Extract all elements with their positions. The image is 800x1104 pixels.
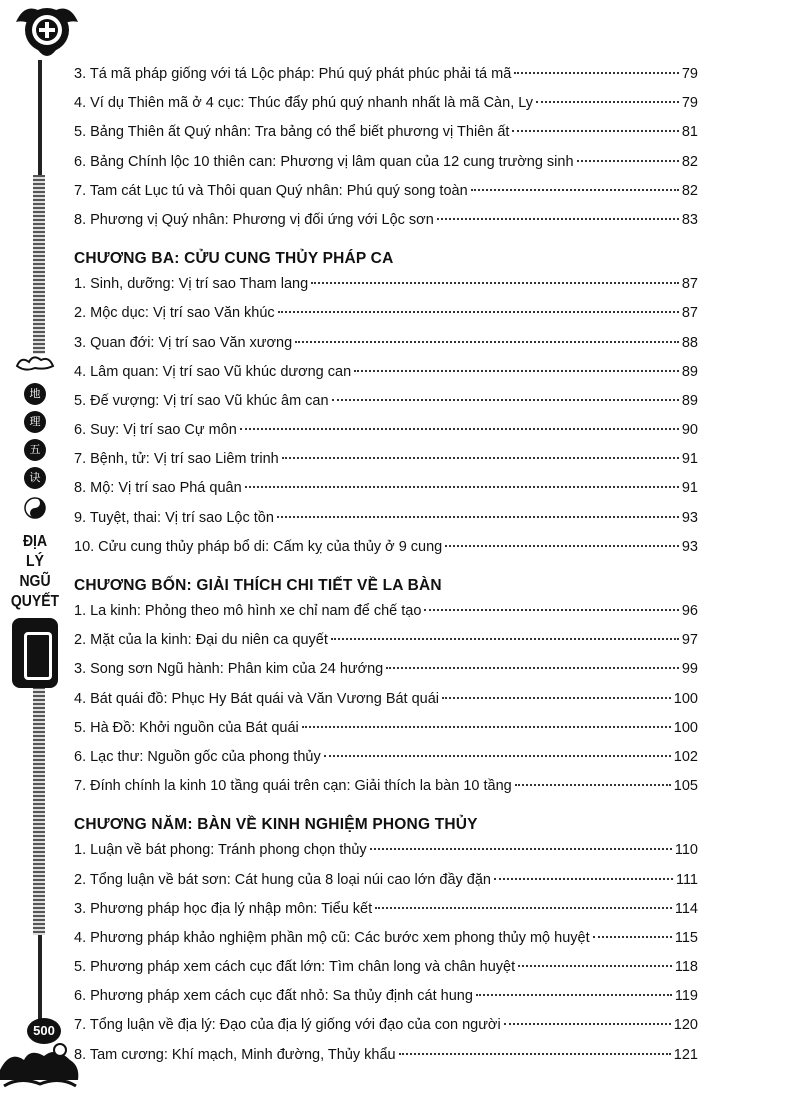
title-glyph-2: 理 — [24, 411, 46, 433]
dot-leader — [399, 1053, 671, 1055]
title-word-4: QUYẾT — [10, 590, 60, 610]
toc-entry-title: 3. Song sơn Ngũ hành: Phân kim của 24 hướng — [74, 661, 384, 678]
dot-leader — [302, 726, 671, 728]
toc-entry-title: 5. Phương pháp xem cách cục đất lớn: Tìm chân long và chân huyệt — [74, 959, 516, 976]
toc-entry-page: 115 — [674, 929, 698, 946]
toc-entry[interactable] — [74, 778, 698, 807]
toc-entry-title: 3. Phương pháp học địa lý nhập môn: Tiểu kết — [74, 900, 373, 917]
toc-entry-title: 4. Bát quái đồ: Phục Hy Bát quái và Văn Vương Bát quái — [74, 690, 440, 707]
title-word-1: ĐỊA — [22, 530, 48, 550]
toc-entry-title: 8. Tam cương: Khí mạch, Minh đường, Thủy khẩu — [74, 1046, 396, 1063]
toc-entry-title: 4. Phương pháp khảo nghiệm phần mộ cũ: Các bước xem phong thủy mộ huyệt — [74, 929, 590, 946]
toc-entry-page: 93 — [681, 538, 698, 555]
toc-entry[interactable] — [74, 124, 698, 153]
toc-entry-title: 5. Đế vượng: Vị trí sao Vũ khúc âm can — [74, 392, 329, 409]
toc-entry-page: 93 — [681, 509, 698, 526]
dot-leader — [442, 697, 671, 699]
toc-entry-page: 82 — [681, 153, 698, 170]
toc-entry-page: 96 — [681, 603, 698, 619]
toc-entry-title: 2. Mặt của la kinh: Đại du niên ca quyết — [74, 632, 328, 649]
dot-leader — [494, 878, 673, 880]
toc-entry[interactable] — [74, 959, 698, 988]
toc-entry-page: 90 — [681, 422, 698, 439]
toc-entry[interactable] — [74, 539, 698, 568]
dot-leader — [515, 784, 671, 786]
title-glyph-3: 五 — [24, 439, 46, 461]
toc-entry-page: 102 — [673, 748, 698, 765]
dot-leader — [375, 907, 672, 909]
dot-leader — [331, 638, 679, 640]
toc-entry-title: 7. Tam cát Lục tú và Thôi quan Quý nhân: Phú quý song toàn — [74, 182, 468, 199]
toc-entry-title: 5. Bảng Thiên ất Quý nhân: Tra bảng có thể biết phương vị Thiên ất — [74, 124, 510, 141]
toc-entry[interactable] — [74, 422, 698, 451]
toc-entry-title: 9. Tuyệt, thai: Vị trí sao Lộc tồn — [74, 509, 274, 526]
dot-leader — [282, 457, 679, 459]
toc-entry[interactable] — [74, 480, 698, 509]
toc-entry-page: 100 — [673, 719, 698, 736]
toc-entry-page: 119 — [674, 988, 698, 1005]
title-word-3: NGŨ — [19, 570, 51, 590]
toc-entry[interactable] — [74, 691, 698, 720]
dot-leader — [471, 189, 679, 191]
dot-leader — [295, 341, 679, 343]
toc-entry[interactable] — [74, 720, 698, 749]
dot-leader — [311, 282, 679, 284]
toc-entry[interactable] — [74, 988, 698, 1017]
toc-entry-page: 111 — [675, 871, 698, 888]
toc-entry-page: 91 — [681, 480, 698, 497]
toc-entry-page: 82 — [681, 182, 698, 199]
toc-entry-title: 1. La kinh: Phỏng theo mô hình xe chỉ nam để chế tạo — [74, 603, 422, 619]
toc-entry-title: 3. Quan đới: Vị trí sao Văn xương — [74, 334, 293, 351]
toc-entry-page: 105 — [673, 778, 698, 795]
dot-leader — [245, 486, 679, 488]
toc-entry[interactable] — [74, 154, 698, 183]
toc-entry-title: 4. Ví dụ Thiên mã ở 4 cục: Thúc đẩy phú quý nhanh nhất là mã Càn, Ly — [74, 95, 534, 112]
title-word-2: LÝ — [26, 550, 44, 570]
toc-entry[interactable] — [74, 364, 698, 393]
toc-entry-page: 120 — [673, 1017, 698, 1034]
toc-entry-title: 6. Phương pháp xem cách cục đất nhỏ: Sa thủy định cát hung — [74, 988, 473, 1005]
yin-yang-icon — [24, 497, 46, 519]
toc-entry-page: 83 — [681, 211, 698, 228]
toc-entry[interactable] — [74, 510, 698, 539]
toc-entry[interactable] — [74, 872, 698, 901]
dot-leader — [445, 545, 679, 547]
toc-entry-page: 79 — [681, 66, 698, 82]
dot-leader — [593, 936, 672, 938]
dot-leader — [577, 160, 679, 162]
cloud-ornament-icon — [15, 354, 55, 372]
toc-entry-title: 7. Bệnh, tử: Vị trí sao Liêm trinh — [74, 451, 279, 468]
dot-leader — [332, 399, 679, 401]
toc-entry[interactable] — [74, 749, 698, 778]
toc-entry[interactable] — [74, 305, 698, 334]
toc-entry[interactable] — [74, 930, 698, 959]
toc-entry-page: 110 — [674, 842, 698, 859]
dot-leader — [514, 72, 679, 74]
toc-entry-title: 7. Tổng luận về địa lý: Đạo của địa lý giống với đạo của con người — [74, 1017, 501, 1034]
toc-entry-title: 4. Lâm quan: Vị trí sao Vũ khúc dương can — [74, 363, 352, 380]
toc-entry-title: 5. Hà Đồ: Khởi nguồn của Bát quái — [74, 719, 299, 736]
page-number-badge: 500 — [27, 1018, 61, 1044]
toc-entry-page: 97 — [681, 632, 698, 649]
dot-leader — [512, 130, 678, 132]
top-emblem-icon — [14, 2, 80, 62]
toc-entry[interactable] — [74, 276, 698, 305]
dot-leader — [354, 370, 679, 372]
toc-entry-title: 8. Mộ: Vị trí sao Phá quân — [74, 480, 242, 497]
toc-entry-title: 2. Mộc dục: Vị trí sao Văn khúc — [74, 305, 275, 322]
toc-entry-page: 118 — [674, 959, 698, 976]
dot-leader — [518, 965, 672, 967]
toc-entry-page: 121 — [673, 1046, 698, 1063]
toc-entry-title: 7. Đính chính la kinh 10 tầng quái trên cạn: Giải thích la bàn 10 tầng — [74, 778, 512, 795]
dot-leader — [370, 848, 672, 850]
dot-leader — [277, 516, 679, 518]
toc-entry-title: 6. Lạc thư: Nguồn gốc của phong thủy — [74, 748, 321, 765]
dot-leader — [240, 428, 679, 430]
toc-entry[interactable] — [74, 335, 698, 364]
title-glyph-4: 诀 — [24, 467, 46, 489]
toc-entry-page: 88 — [681, 334, 698, 351]
dot-leader — [437, 218, 679, 220]
toc-entry[interactable] — [74, 95, 698, 124]
dot-leader — [536, 101, 679, 103]
toc-entry[interactable] — [74, 842, 698, 871]
toc-entry[interactable] — [74, 393, 698, 422]
toc-entry[interactable] — [74, 212, 698, 241]
toc-entry-page: 87 — [681, 276, 698, 293]
toc-entry-title: 3. Tá mã pháp giống với tá Lộc pháp: Phú quý phát phúc phải tá mã — [74, 66, 512, 82]
toc-entry[interactable] — [74, 661, 698, 690]
toc-entry[interactable] — [74, 632, 698, 661]
toc-entry-page: 100 — [673, 690, 698, 707]
toc-entry-page: 79 — [681, 95, 698, 112]
dot-leader — [476, 994, 672, 996]
toc-entry-title: 10. Cửu cung thủy pháp bổ di: Cấm kỵ của thủy ở 9 cung — [74, 538, 443, 555]
toc-entry-page: 81 — [681, 124, 698, 141]
toc-entry-title: 8. Phương vị Quý nhân: Phương vị đối ứng với Lộc sơn — [74, 211, 434, 228]
chapter-heading: CHƯƠNG BA: CỬU CUNG THỦY PHÁP CA — [74, 250, 394, 268]
toc-entry[interactable] — [74, 66, 698, 95]
chapter-heading: CHƯƠNG NĂM: BÀN VỀ KINH NGHIỆM PHONG THỦY — [74, 816, 478, 834]
seal-ornament-icon — [12, 618, 58, 688]
toc-entry[interactable] — [74, 183, 698, 212]
toc-entry[interactable] — [74, 901, 698, 930]
toc-entry-title: 6. Suy: Vị trí sao Cự môn — [74, 422, 237, 439]
toc-entry-title: 1. Luận về bát phong: Tránh phong chọn thủy — [74, 842, 367, 859]
toc-entry[interactable] — [74, 1047, 698, 1076]
toc-entry-page: 89 — [681, 363, 698, 380]
dot-leader — [278, 311, 679, 313]
toc-entry-title: 6. Bảng Chính lộc 10 thiên can: Phương vị lâm quan của 12 cung trường sinh — [74, 153, 574, 170]
toc-entry-page: 114 — [674, 900, 698, 917]
toc-entry[interactable] — [74, 603, 698, 632]
toc-entry-page: 99 — [681, 661, 698, 678]
toc-entry-title: 2. Tổng luận về bát sơn: Cát hung của 8 loại núi cao lớn đầy đặn — [74, 871, 491, 888]
toc-entry[interactable] — [74, 451, 698, 480]
toc-entry-page: 87 — [681, 305, 698, 322]
dot-leader — [504, 1023, 671, 1025]
toc-entry-page: 89 — [681, 392, 698, 409]
table-of-contents — [74, 66, 698, 1076]
dot-leader — [324, 755, 671, 757]
vertical-book-title — [0, 354, 70, 688]
chapter-heading: CHƯƠNG BỐN: GIẢI THÍCH CHI TIẾT VỀ LA BÀN — [74, 577, 442, 594]
title-glyph-1: 地 — [24, 383, 46, 405]
toc-entry-title: 1. Sinh, dưỡng: Vị trí sao Tham lang — [74, 276, 309, 293]
toc-entry-page: 91 — [681, 451, 698, 468]
toc-entry[interactable] — [74, 1017, 698, 1046]
dot-leader — [424, 609, 678, 611]
left-margin-decoration — [0, 0, 70, 1104]
dot-leader — [386, 667, 679, 669]
